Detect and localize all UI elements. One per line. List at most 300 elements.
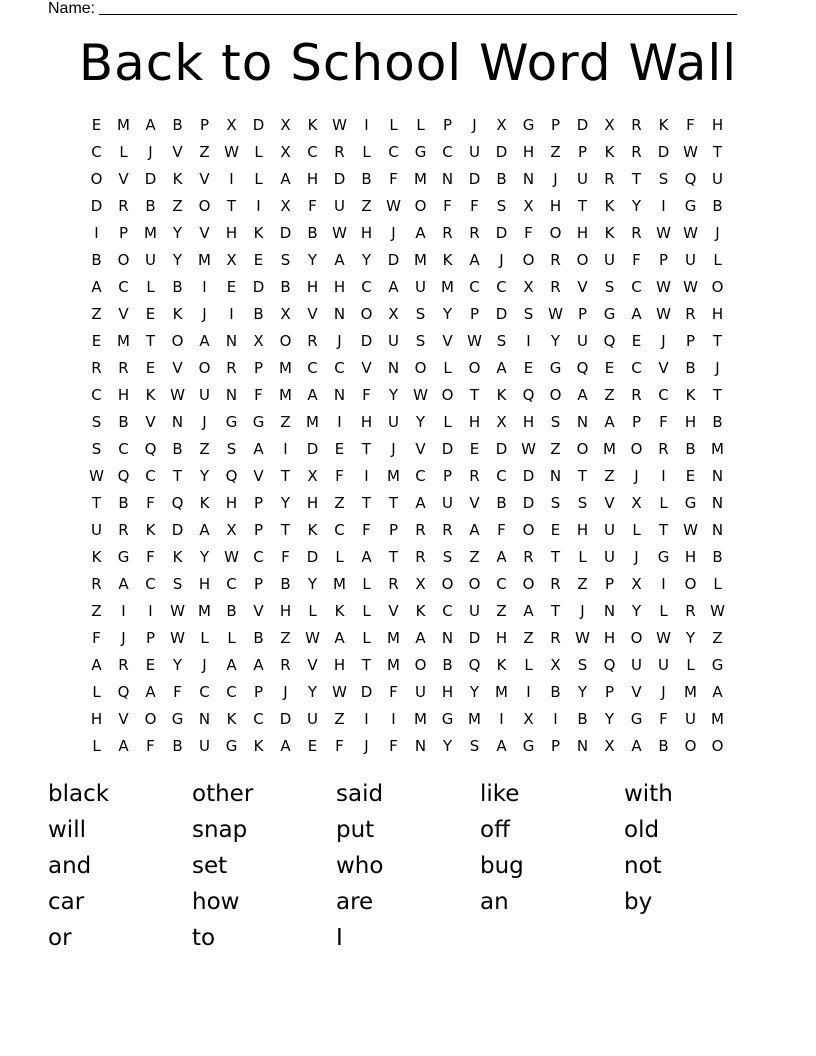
grid-letter: A [415,628,426,647]
grid-letter: I [391,709,396,728]
grid-letter: A [199,331,210,350]
grid-letter: P [604,574,615,593]
grid-letter: V [442,331,453,350]
grid-letter: F [281,547,290,566]
grid-letter: U [388,412,399,431]
grid-letter: G [657,547,670,566]
grid-letter: B [253,628,264,647]
word-list-item: I [336,925,343,951]
grid-letter: U [685,250,696,269]
grid-letter: R [550,277,561,296]
grid-letter: J [472,115,477,134]
grid-letter: C [118,277,129,296]
grid-letter: F [659,709,668,728]
name-field [48,0,737,18]
grid-letter: W [656,304,671,323]
grid-letter: F [389,169,398,188]
grid-letter: Y [631,196,642,215]
grid-letter: L [146,277,155,296]
grid-letter: B [145,196,156,215]
grid-letter: G [441,709,454,728]
grid-letter: B [361,169,372,188]
grid-letter: X [253,331,264,350]
grid-letter: M [117,331,130,350]
grid-letter: P [253,493,264,512]
grid-letter: B [712,196,723,215]
grid-letter: I [283,439,288,458]
grid-letter: P [604,682,615,701]
grid-letter: C [91,142,102,161]
grid-letter: Z [496,601,507,620]
grid-letter: C [658,385,669,404]
grid-letter: A [307,385,318,404]
grid-letter: Q [225,466,238,485]
grid-letter: G [549,358,562,377]
grid-letter: P [577,142,588,161]
grid-letter: C [199,682,210,701]
grid-letter: C [334,520,345,539]
grid-letter: J [283,682,288,701]
grid-letter: U [145,250,156,269]
grid-letter: H [684,547,697,566]
grid-letter: A [469,250,480,269]
grid-letter: L [308,601,317,620]
grid-letter: F [173,682,182,701]
grid-letter: I [526,331,531,350]
grid-letter: Z [172,196,183,215]
grid-letter: L [389,115,398,134]
grid-letter: H [333,277,346,296]
grid-letter: B [172,277,183,296]
grid-letter: L [443,412,452,431]
name-label: Name: [48,0,96,17]
grid-letter: H [360,223,373,242]
grid-letter: D [441,439,454,458]
grid-letter: N [441,628,454,647]
word-list-item: snap [192,817,248,843]
grid-letter: L [578,547,587,566]
grid-letter: O [441,574,454,593]
grid-letter: A [253,439,264,458]
grid-letter: N [414,736,427,755]
grid-letter: U [658,655,669,674]
grid-letter: F [659,412,668,431]
grid-letter: V [469,493,480,512]
word-list-item: off [480,817,510,843]
grid-letter: X [280,142,291,161]
grid-letter: H [306,493,319,512]
grid-letter: O [549,223,562,242]
grid-letter: N [603,601,616,620]
grid-letter: U [307,709,318,728]
grid-letter: A [361,547,372,566]
grid-letter: J [715,358,720,377]
grid-letter: W [170,601,185,620]
grid-letter: O [171,331,184,350]
grid-letter: U [604,547,615,566]
grid-letter: M [387,655,400,674]
grid-letter: C [631,277,642,296]
grid-letter: Y [577,682,588,701]
grid-letter: P [145,628,156,647]
grid-letter: W [656,223,671,242]
word-list-item: bug [480,853,524,879]
grid-letter: I [229,304,234,323]
grid-letter: I [94,223,99,242]
grid-letter: W [656,277,671,296]
grid-letter: A [334,250,345,269]
grid-letter: O [414,358,427,377]
grid-letter: P [631,412,642,431]
grid-letter: U [712,169,723,188]
grid-letter: J [634,547,639,566]
grid-letter: O [90,169,103,188]
grid-letter: X [604,736,615,755]
grid-letter: X [523,196,534,215]
grid-letter: R [307,331,318,350]
grid-letter: K [496,385,507,404]
grid-letter: Q [117,682,130,701]
grid-letter: S [91,412,102,431]
grid-letter: D [360,331,373,350]
grid-letter: Q [603,331,616,350]
grid-letter: A [91,277,102,296]
grid-letter: B [550,682,561,701]
grid-letter: R [469,466,480,485]
grid-letter: C [388,142,399,161]
grid-letter: Z [469,547,480,566]
grid-letter: S [415,331,426,350]
grid-letter: Y [388,385,399,404]
grid-letter: Z [280,412,291,431]
grid-letter: X [388,304,399,323]
grid-letter: U [469,601,480,620]
grid-letter: S [550,493,561,512]
grid-letter: K [253,736,264,755]
grid-letter: D [279,709,292,728]
grid-letter: H [198,574,211,593]
grid-letter: Z [523,628,534,647]
grid-letter: P [253,358,264,377]
grid-letter: C [469,277,480,296]
grid-letter: T [226,196,237,215]
grid-letter: F [389,682,398,701]
grid-letter: N [441,169,454,188]
grid-letter: C [361,277,372,296]
grid-letter: B [685,439,696,458]
grid-letter: K [496,655,507,674]
grid-letter: S [415,304,426,323]
grid-letter: C [118,439,129,458]
grid-letter: C [145,466,156,485]
grid-letter: K [91,547,102,566]
word-list-item: how [192,889,240,915]
grid-letter: P [469,304,480,323]
grid-letter: W [521,439,536,458]
grid-letter: C [307,358,318,377]
grid-letter: S [523,304,534,323]
grid-letter: X [523,709,534,728]
grid-letter: C [442,601,453,620]
grid-letter: U [199,385,210,404]
grid-letter: Q [522,385,535,404]
grid-letter: G [711,655,724,674]
grid-letter: I [121,601,126,620]
grid-letter: C [226,574,237,593]
grid-letter: F [146,493,155,512]
grid-letter: S [226,439,237,458]
grid-letter: M [468,709,481,728]
grid-letter: H [225,493,238,512]
grid-letter: X [631,493,642,512]
grid-letter: Y [631,601,642,620]
grid-letter: X [604,115,615,134]
grid-letter: B [496,493,507,512]
grid-letter: B [307,223,318,242]
grid-letter: J [553,169,558,188]
grid-letter: U [469,142,480,161]
grid-letter: H [117,385,130,404]
grid-letter: D [495,142,508,161]
grid-letter: A [415,223,426,242]
grid-letter: R [469,223,480,242]
grid-letter: L [416,115,425,134]
word-list-item: put [336,817,375,843]
grid-letter: F [524,223,533,242]
grid-letter: R [415,547,426,566]
grid-letter: P [550,736,561,755]
grid-letter: M [198,250,211,269]
grid-letter: T [388,547,399,566]
grid-letter: O [468,574,481,593]
grid-letter: K [442,250,453,269]
grid-letter: U [334,196,345,215]
grid-letter: Q [171,493,184,512]
grid-letter: U [577,331,588,350]
grid-letter: S [496,196,507,215]
grid-letter: R [604,169,615,188]
grid-letter: L [686,655,695,674]
grid-letter: K [604,223,615,242]
grid-letter: B [280,277,291,296]
grid-letter: W [89,466,104,485]
grid-letter: U [577,169,588,188]
grid-letter: X [631,574,642,593]
grid-letter: F [497,520,506,539]
grid-letter: O [630,628,643,647]
grid-letter: U [604,520,615,539]
grid-letter: W [224,142,239,161]
grid-letter: A [469,520,480,539]
grid-letter: W [467,331,482,350]
grid-letter: V [253,601,264,620]
grid-letter: C [145,574,156,593]
grid-letter: F [92,628,101,647]
grid-letter: B [712,412,723,431]
grid-letter: W [305,628,320,647]
grid-letter: G [684,196,697,215]
grid-letter: W [170,628,185,647]
grid-letter: D [495,223,508,242]
word-list-item: black [48,781,110,807]
grid-letter: G [171,709,184,728]
grid-letter: K [226,709,237,728]
grid-letter: R [550,628,561,647]
grid-letter: L [362,142,371,161]
grid-letter: E [307,736,318,755]
grid-letter: I [256,196,261,215]
grid-letter: C [334,358,345,377]
grid-letter: R [280,655,291,674]
word-list-item: old [624,817,660,843]
grid-letter: M [603,439,616,458]
grid-letter: P [253,520,264,539]
grid-letter: H [549,196,562,215]
grid-letter: W [386,196,401,215]
grid-letter: X [415,574,426,593]
grid-letter: F [443,196,452,215]
grid-letter: T [550,547,561,566]
grid-letter: R [631,385,642,404]
grid-letter: M [441,277,454,296]
grid-letter: R [334,142,345,161]
grid-letter: S [91,439,102,458]
grid-letter: U [685,709,696,728]
grid-letter: X [496,115,507,134]
grid-letter: V [658,358,669,377]
grid-letter: P [442,466,453,485]
grid-letter: L [713,250,722,269]
grid-letter: O [576,439,589,458]
grid-letter: H [441,682,454,701]
grid-letter: A [712,682,723,701]
grid-letter: T [550,601,561,620]
grid-letter: R [631,115,642,134]
grid-letter: Z [91,304,102,323]
grid-letter: R [442,520,453,539]
grid-letter: D [576,115,589,134]
grid-letter: Y [280,493,291,512]
grid-letter: A [280,169,291,188]
grid-letter: U [415,682,426,701]
grid-letter: D [657,142,670,161]
page-title: Back to School Word Wall [78,34,738,92]
grid-letter: X [307,466,318,485]
grid-letter: D [252,115,265,134]
grid-letter: D [90,196,103,215]
grid-letter: S [550,412,561,431]
grid-letter: X [226,250,237,269]
grid-letter: N [171,412,184,431]
grid-letter: I [661,196,666,215]
grid-letter: L [659,493,668,512]
grid-letter: M [306,412,319,431]
grid-letter: V [172,142,183,161]
grid-letter: N [333,385,346,404]
grid-letter: B [442,655,453,674]
grid-letter: D [306,547,319,566]
grid-letter: I [337,412,342,431]
grid-letter: P [685,331,696,350]
grid-letter: S [442,547,453,566]
grid-letter: A [577,385,588,404]
grid-letter: Z [334,493,345,512]
grid-letter: V [388,601,399,620]
grid-letter: Z [604,385,615,404]
grid-letter: Y [307,250,318,269]
word-list-item: with [624,781,673,807]
grid-letter: P [577,304,588,323]
grid-letter: Z [199,142,210,161]
grid-letter: R [91,574,102,593]
grid-letter: M [117,115,130,134]
word-list-item: car [48,889,85,915]
grid-letter: Q [144,439,157,458]
grid-letter: I [364,115,369,134]
grid-letter: Y [172,223,183,242]
grid-letter: Y [685,628,696,647]
grid-letter: T [712,385,723,404]
grid-letter: L [362,628,371,647]
grid-letter: N [711,466,724,485]
grid-letter: V [253,466,264,485]
grid-letter: N [549,466,562,485]
grid-letter: H [522,412,535,431]
grid-letter: N [711,493,724,512]
grid-letter: D [522,466,535,485]
grid-letter: I [499,709,504,728]
grid-letter: I [148,601,153,620]
grid-letter: T [280,466,291,485]
grid-letter: G [252,412,265,431]
grid-letter: S [280,250,291,269]
grid-letter: Z [91,601,102,620]
word-list-item: to [192,925,216,951]
grid-letter: E [145,304,156,323]
grid-letter: C [226,682,237,701]
grid-letter: Z [712,628,723,647]
grid-letter: E [145,655,156,674]
grid-letter: E [631,331,642,350]
grid-letter: F [362,520,371,539]
grid-letter: A [145,115,156,134]
word-list-item: other [192,781,254,807]
grid-letter: B [685,358,696,377]
grid-letter: V [145,412,156,431]
grid-letter: K [604,196,615,215]
grid-letter: S [604,277,615,296]
grid-letter: D [306,439,319,458]
grid-letter: F [362,385,371,404]
grid-letter: W [683,520,698,539]
grid-letter: T [91,493,102,512]
grid-letter: H [576,520,589,539]
grid-letter: R [550,574,561,593]
grid-letter: C [496,574,507,593]
grid-letter: Y [550,331,561,350]
grid-letter: M [144,223,157,242]
grid-letter: O [198,358,211,377]
grid-letter: L [254,169,263,188]
grid-letter: F [335,736,344,755]
grid-letter: V [118,169,129,188]
grid-letter: V [415,439,426,458]
grid-letter: A [118,736,129,755]
grid-letter: W [332,115,347,134]
grid-letter: G [225,736,238,755]
grid-letter: Y [604,709,615,728]
grid-letter: W [710,601,725,620]
